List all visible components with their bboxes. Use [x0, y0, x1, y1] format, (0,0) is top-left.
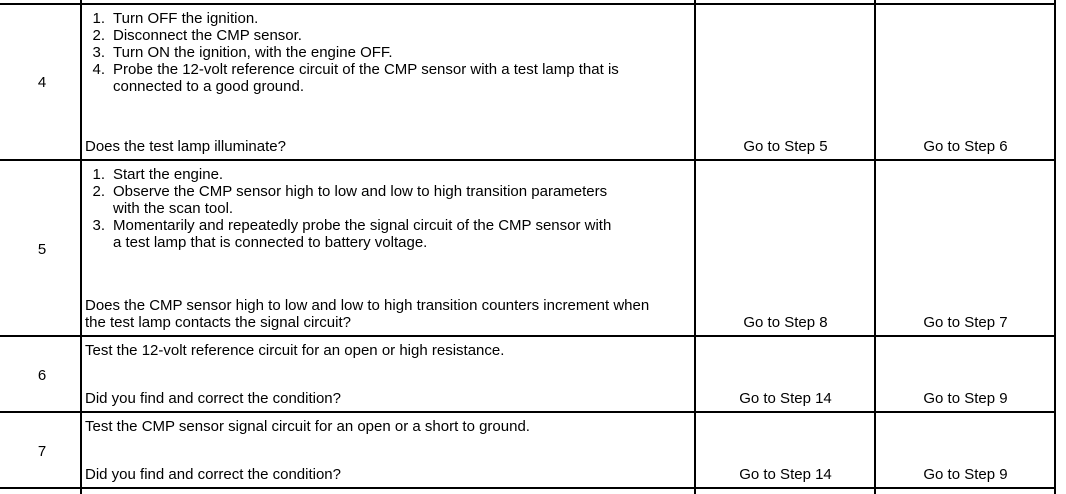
list-item [92, 61, 633, 95]
yes-result: Go to Step 14 [739, 466, 832, 483]
table-border-top [0, 3, 1056, 5]
list-item-text: Observe the CMP sensor high to low and low to high transition parameters with the scan tool. [113, 183, 608, 217]
list-item-text: Turn OFF the ignition. [113, 10, 259, 27]
step-number: 4 [37, 74, 47, 91]
list-item-text: Probe the 12-volt reference circuit of the CMP sensor with a test lamp that is connected to a good ground. [113, 61, 619, 95]
no-result: Go to Step 7 [923, 314, 1008, 331]
list-item-number: 1. [92, 166, 105, 183]
question-text: Did you find and correct the condition? [85, 466, 341, 483]
list-item-number: 2. [92, 183, 105, 200]
list-item-text: Turn ON the ignition, with the engine OFF. [113, 44, 393, 61]
step-number: 7 [37, 443, 47, 460]
list-item [92, 44, 693, 61]
no-result: Go to Step 9 [923, 466, 1008, 483]
yes-result: Go to Step 14 [739, 390, 832, 407]
step-number: 6 [37, 367, 47, 384]
list-item-number: 2. [92, 27, 105, 44]
list-item [92, 27, 693, 44]
list-item [92, 183, 613, 217]
row-divider [0, 159, 1056, 161]
yes-result: Go to Step 5 [743, 138, 828, 155]
list-item [92, 166, 693, 183]
yes-result: Go to Step 8 [743, 314, 828, 331]
column-divider [694, 0, 696, 494]
no-result: Go to Step 6 [923, 138, 1008, 155]
row-divider [0, 335, 1056, 337]
column-divider [874, 0, 876, 494]
table-border-bottom [0, 487, 1056, 489]
question-text: Did you find and correct the condition? [85, 390, 341, 407]
action-list [92, 166, 693, 251]
list-item-text: Disconnect the CMP sensor. [113, 27, 302, 44]
no-result: Go to Step 9 [923, 390, 1008, 407]
list-item [92, 10, 693, 27]
question-text: Does the test lamp illuminate? [85, 138, 286, 155]
list-item-text: Momentarily and repeatedly probe the signal circuit of the CMP sensor with a test lamp that is connected to battery voltage. [113, 217, 612, 251]
list-item [92, 217, 613, 251]
list-item-number: 1. [92, 10, 105, 27]
action-text: Test the CMP sensor signal circuit for an open or a short to ground. [85, 418, 530, 435]
list-item-number: 4. [92, 61, 105, 78]
table-border-right [1054, 0, 1056, 494]
question-text: Does the CMP sensor high to low and low to high transition counters increment when the test lamp contacts the signal circuit? [85, 297, 650, 331]
step-number: 5 [37, 241, 47, 258]
action-text: Test the 12-volt reference circuit for an open or high resistance. [85, 342, 505, 359]
list-item-number: 3. [92, 217, 105, 234]
row-divider [0, 411, 1056, 413]
list-item-number: 3. [92, 44, 105, 61]
list-item-text: Start the engine. [113, 166, 224, 183]
action-list [92, 10, 693, 95]
